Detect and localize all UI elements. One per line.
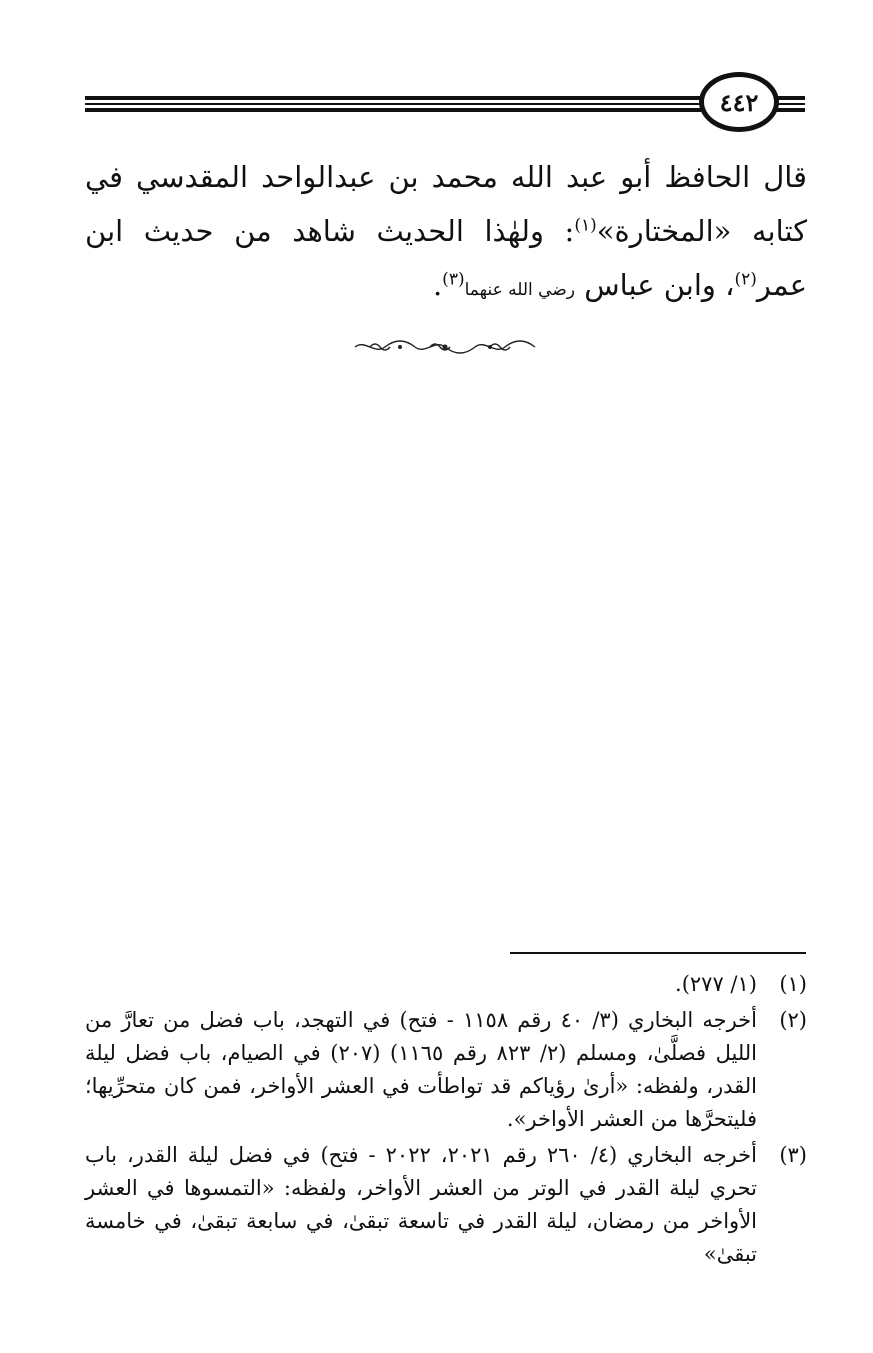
footnote-ref-3[interactable]: (٣) bbox=[442, 269, 465, 290]
main-text-line2-end: ، وابن عباس bbox=[584, 268, 735, 302]
footnote-ref-1[interactable]: (١) bbox=[574, 215, 597, 236]
footnote-text: (١/ ٢٧٧). bbox=[675, 972, 757, 996]
footnote-ref-2[interactable]: (٢) bbox=[734, 269, 757, 290]
footnote-number: (٣) bbox=[779, 1143, 807, 1167]
header-rule-bottom bbox=[85, 108, 805, 112]
book-title: «المختارة» bbox=[596, 214, 732, 248]
section-divider-ornament bbox=[350, 335, 540, 359]
footnote-number: (١) bbox=[779, 972, 807, 996]
page-number: ٤٤٢ bbox=[719, 87, 759, 117]
main-text-line2: : ولهٰذا الحديث شاهد من حديث ابن عمر bbox=[85, 214, 807, 302]
honorific-ligature: رضي الله عنهما bbox=[464, 280, 575, 300]
footnote-separator bbox=[510, 952, 806, 954]
header-rule-middle bbox=[85, 103, 805, 105]
final-period: . bbox=[432, 268, 443, 302]
footnote-3 bbox=[85, 1139, 807, 1271]
footnote-1 bbox=[85, 968, 807, 1001]
footnote-text: أخرجه البخاري (٣/ ٤٠ رقم ١١٥٨ - فتح) في التهجد، باب فضل من تعارَّ من الليل فصلَّىٰ، ومسلم (٢/ ٨٢٣ رقم ١١٦٥) (٢٠٧) في الصيام، باب فضل ليلة القدر، ولفظه: «أرىٰ رؤياكم قد تواطأت في العشر الأواخر، فمن كان متحرِّيها؛ فليتحرَّها من العشر الأواخر». bbox=[85, 1008, 758, 1131]
footnotes-section bbox=[85, 968, 807, 1274]
footnote-text: أخرجه البخاري (٤/ ٢٦٠ رقم ٢٠٢١، ٢٠٢٢ - فتح) في فضل ليلة القدر، باب تحري ليلة القدر في الوتر من العشر الأواخر، ولفظه: «التمسوها في العشر الأواخر من رمضان، ليلة القدر في تاسعة تبقىٰ، في سابعة تبقىٰ، في خامسة تبقىٰ» bbox=[85, 1143, 757, 1266]
page-number-badge bbox=[699, 72, 779, 132]
main-text-line1: قال الحافظ أبو عبد الله محمد بن عبدالواحد المقدسي في كتابه bbox=[85, 160, 808, 248]
main-paragraph bbox=[85, 150, 807, 317]
header-rule-top bbox=[85, 96, 805, 100]
footnote-2 bbox=[85, 1004, 807, 1136]
footnote-number: (٢) bbox=[779, 1008, 807, 1032]
